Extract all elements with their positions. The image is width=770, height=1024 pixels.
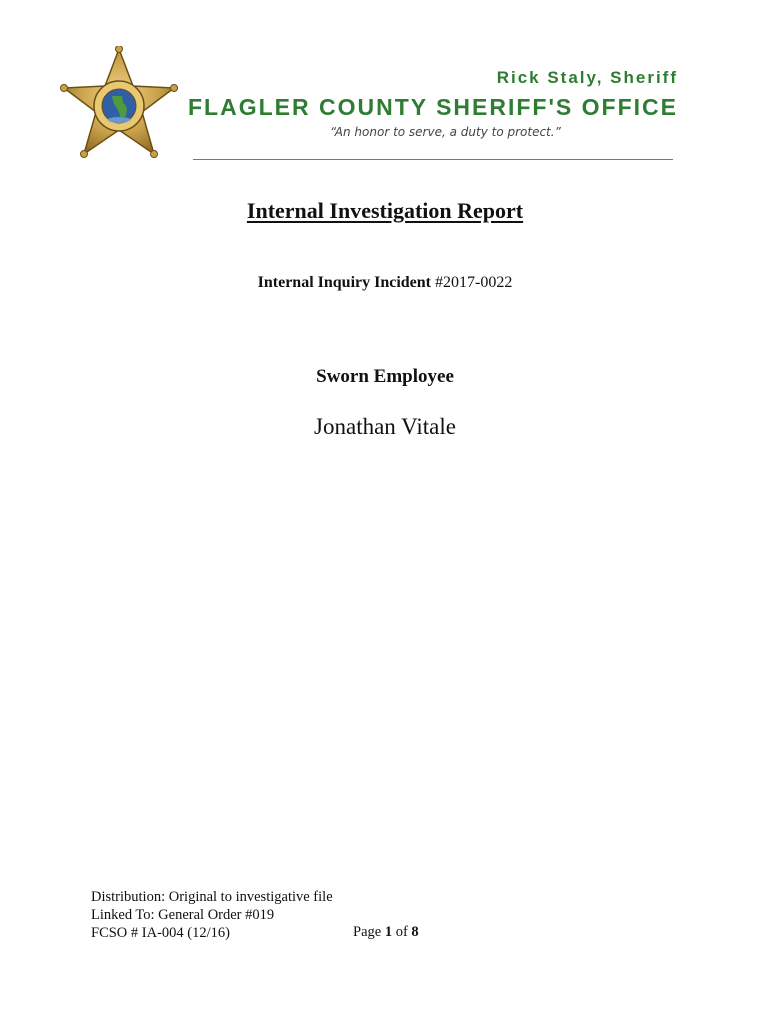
office-name: FLAGLER COUNTY SHERIFF'S OFFICE [188,94,678,120]
sheriff-name: Rick Staly, Sheriff [496,68,678,87]
linked-to-line: Linked To: General Order #019 [91,907,275,923]
page-of: of [395,924,408,940]
page-indicator [353,924,419,941]
incident-line [0,274,770,292]
page-total: 8 [411,924,419,940]
report-title: Internal Investigation Report [246,198,524,223]
form-number: FCSO # IA-004 (12/16) [91,925,230,941]
page-word: Page [353,924,382,940]
employee-type: Sworn Employee [316,366,454,387]
distribution-line: Distribution: Original to investigative file [91,889,333,905]
header-divider [193,159,673,160]
footer-block [91,888,333,942]
office-motto: “An honor to serve, a duty to protect.” [330,125,561,139]
incident-label: Internal Inquiry Incident [257,274,432,291]
employee-name: Jonathan Vitale [314,414,456,439]
sheriff-star-badge-icon [60,46,178,160]
incident-number: #2017-0022 [435,274,513,291]
page-current: 1 [384,924,393,940]
